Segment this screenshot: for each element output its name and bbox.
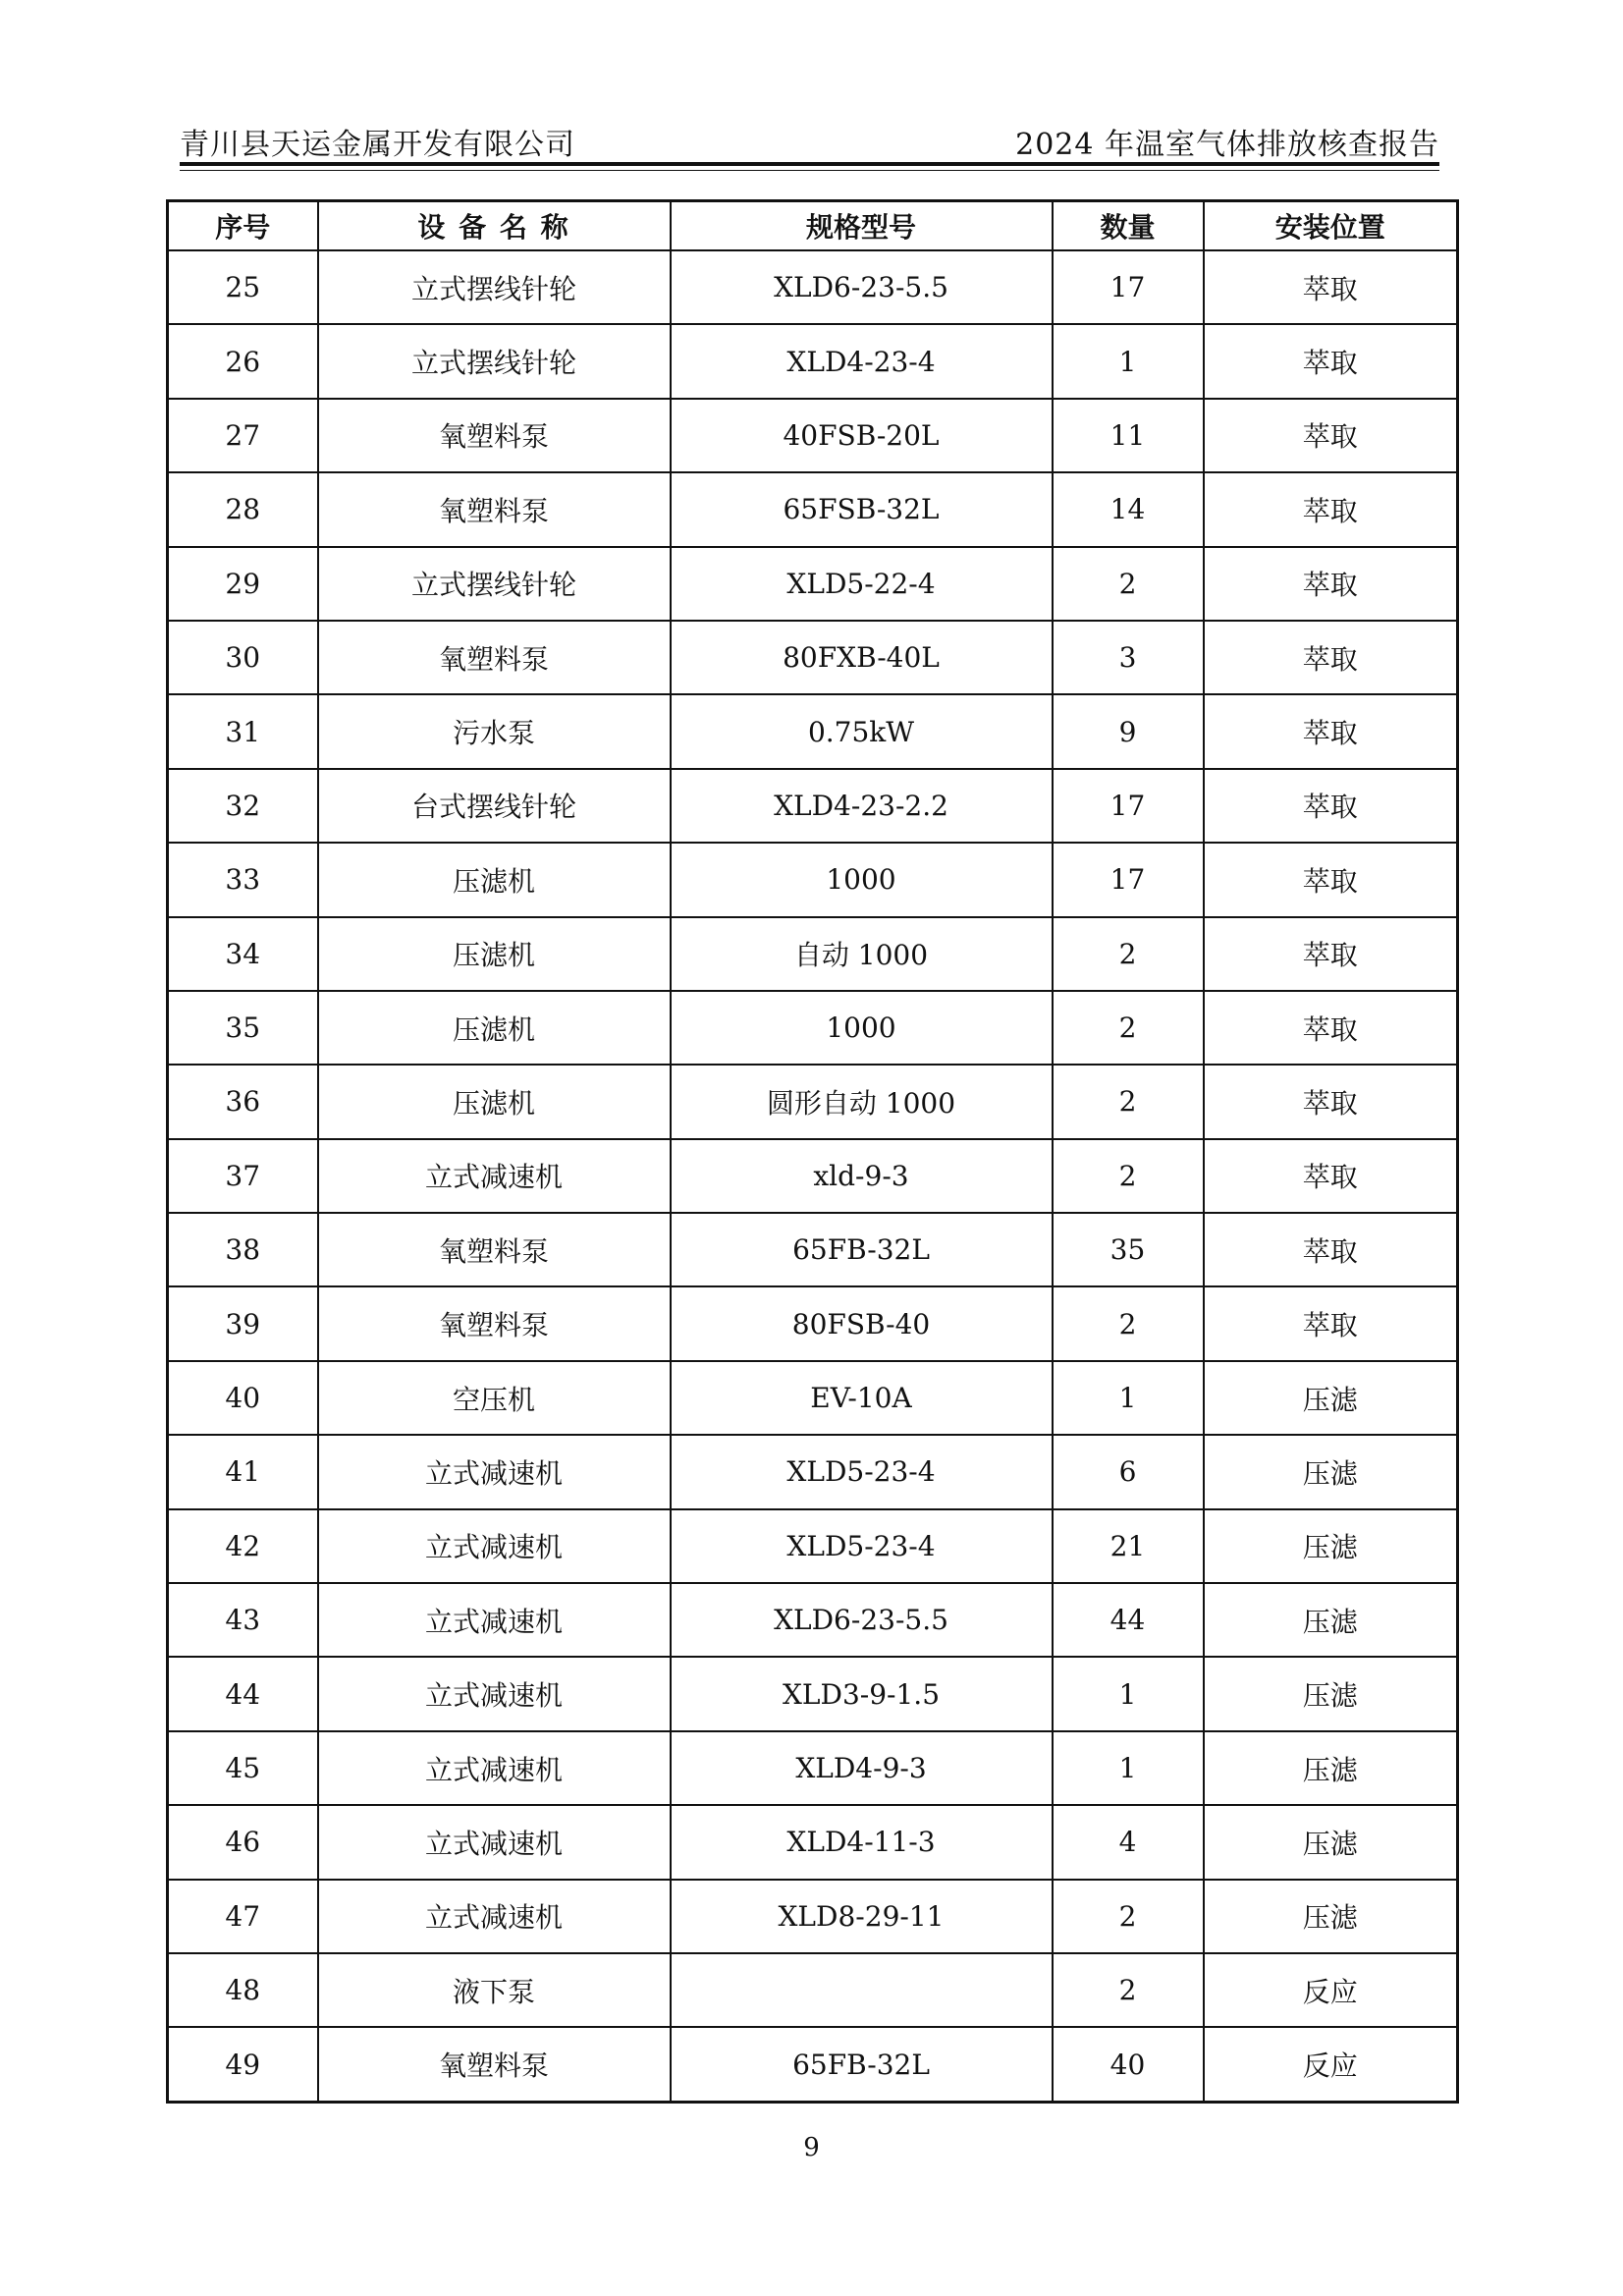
page-number: 9	[803, 2133, 820, 2162]
table-row	[168, 991, 1458, 1065]
cell-spec-model: XLD6-23-5.5	[671, 250, 1053, 324]
cell-equipment-name: 立式减速机	[318, 1657, 671, 1730]
table-row	[168, 694, 1458, 768]
header-rule-thick	[180, 162, 1439, 166]
cell-spec-model: XLD4-23-4	[671, 324, 1053, 398]
cell-quantity: 40	[1053, 2027, 1204, 2102]
cell-spec-model: XLD5-22-4	[671, 547, 1053, 621]
cell-quantity: 2	[1053, 547, 1204, 621]
cell-quantity: 2	[1053, 1139, 1204, 1213]
report-title: 2024 年温室气体排放核查报告	[1015, 128, 1439, 162]
cell-quantity: 17	[1053, 843, 1204, 916]
cell-location: 压滤	[1204, 1880, 1458, 1953]
col-header-equipment-name: 设 备 名 称	[318, 201, 671, 251]
cell-equipment-name: 污水泵	[318, 694, 671, 768]
table-header-row	[168, 201, 1458, 251]
cell-quantity: 2	[1053, 1953, 1204, 2027]
cell-index: 35	[168, 991, 318, 1065]
cell-index: 34	[168, 917, 318, 991]
cell-location: 压滤	[1204, 1509, 1458, 1583]
table-row	[168, 621, 1458, 694]
cell-equipment-name: 立式减速机	[318, 1805, 671, 1879]
cell-equipment-name: 立式摆线针轮	[318, 250, 671, 324]
cell-equipment-name: 立式减速机	[318, 1435, 671, 1508]
cell-spec-model: 40FSB-20L	[671, 399, 1053, 472]
table-row	[168, 917, 1458, 991]
cell-index: 40	[168, 1361, 318, 1435]
cell-location: 萃取	[1204, 991, 1458, 1065]
cell-equipment-name: 压滤机	[318, 917, 671, 991]
cell-location: 萃取	[1204, 621, 1458, 694]
cell-index: 43	[168, 1583, 318, 1657]
cell-spec-model: 圆形自动 1000	[671, 1065, 1053, 1138]
cell-equipment-name: 氧塑料泵	[318, 399, 671, 472]
cell-location: 反应	[1204, 2027, 1458, 2102]
table-row	[168, 1286, 1458, 1360]
cell-equipment-name: 立式减速机	[318, 1880, 671, 1953]
cell-quantity: 2	[1053, 991, 1204, 1065]
company-name: 青川县天运金属开发有限公司	[180, 128, 575, 162]
cell-equipment-name: 氧塑料泵	[318, 1213, 671, 1286]
cell-spec-model: 0.75kW	[671, 694, 1053, 768]
cell-index: 49	[168, 2027, 318, 2102]
cell-quantity: 44	[1053, 1583, 1204, 1657]
cell-spec-model: XLD5-23-4	[671, 1509, 1053, 1583]
cell-spec-model: 65FB-32L	[671, 2027, 1053, 2102]
table-row	[168, 769, 1458, 843]
cell-spec-model: 1000	[671, 843, 1053, 916]
cell-spec-model: XLD4-23-2.2	[671, 769, 1053, 843]
table-row	[168, 324, 1458, 398]
table-row	[168, 1805, 1458, 1879]
cell-spec-model: XLD4-9-3	[671, 1731, 1053, 1805]
cell-spec-model: XLD4-11-3	[671, 1805, 1053, 1879]
cell-spec-model: EV-10A	[671, 1361, 1053, 1435]
table-row	[168, 843, 1458, 916]
cell-quantity: 2	[1053, 1880, 1204, 1953]
table-row	[168, 1880, 1458, 1953]
cell-location: 压滤	[1204, 1435, 1458, 1508]
table-row	[168, 1213, 1458, 1286]
table-row	[168, 1435, 1458, 1508]
cell-index: 25	[168, 250, 318, 324]
cell-index: 48	[168, 1953, 318, 2027]
cell-index: 47	[168, 1880, 318, 1953]
cell-quantity: 9	[1053, 694, 1204, 768]
cell-location: 萃取	[1204, 1286, 1458, 1360]
cell-index: 39	[168, 1286, 318, 1360]
cell-location: 压滤	[1204, 1805, 1458, 1879]
cell-equipment-name: 氧塑料泵	[318, 472, 671, 546]
cell-quantity: 2	[1053, 1065, 1204, 1138]
table-row	[168, 399, 1458, 472]
cell-index: 30	[168, 621, 318, 694]
table-body	[168, 250, 1458, 2102]
cell-location: 萃取	[1204, 1139, 1458, 1213]
table-row	[168, 1657, 1458, 1730]
table-row	[168, 2027, 1458, 2102]
cell-spec-model: 80FXB-40L	[671, 621, 1053, 694]
equipment-table	[166, 199, 1459, 2104]
col-header-quantity: 数量	[1053, 201, 1204, 251]
cell-location: 压滤	[1204, 1657, 1458, 1730]
cell-quantity: 1	[1053, 1657, 1204, 1730]
cell-equipment-name: 台式摆线针轮	[318, 769, 671, 843]
cell-spec-model: xld-9-3	[671, 1139, 1053, 1213]
cell-spec-model: XLD6-23-5.5	[671, 1583, 1053, 1657]
cell-index: 36	[168, 1065, 318, 1138]
cell-quantity: 17	[1053, 250, 1204, 324]
cell-equipment-name: 压滤机	[318, 1065, 671, 1138]
cell-quantity: 2	[1053, 917, 1204, 991]
cell-equipment-name: 压滤机	[318, 991, 671, 1065]
cell-quantity: 1	[1053, 1361, 1204, 1435]
cell-index: 28	[168, 472, 318, 546]
cell-equipment-name: 氧塑料泵	[318, 2027, 671, 2102]
cell-location: 萃取	[1204, 547, 1458, 621]
cell-quantity: 3	[1053, 621, 1204, 694]
header-rule-thin	[180, 170, 1439, 171]
cell-index: 41	[168, 1435, 318, 1508]
cell-spec-model: XLD3-9-1.5	[671, 1657, 1053, 1730]
col-header-location: 安装位置	[1204, 201, 1458, 251]
col-header-index: 序号	[168, 201, 318, 251]
col-header-spec-model: 规格型号	[671, 201, 1053, 251]
cell-index: 27	[168, 399, 318, 472]
cell-index: 26	[168, 324, 318, 398]
page-header	[180, 116, 1439, 162]
cell-index: 46	[168, 1805, 318, 1879]
cell-index: 31	[168, 694, 318, 768]
cell-spec-model	[671, 1953, 1053, 2027]
cell-equipment-name: 空压机	[318, 1361, 671, 1435]
cell-equipment-name: 液下泵	[318, 1953, 671, 2027]
cell-index: 37	[168, 1139, 318, 1213]
table-row	[168, 1953, 1458, 2027]
table-row	[168, 1139, 1458, 1213]
cell-location: 萃取	[1204, 324, 1458, 398]
cell-equipment-name: 立式减速机	[318, 1139, 671, 1213]
cell-location: 萃取	[1204, 1065, 1458, 1138]
cell-location: 萃取	[1204, 250, 1458, 324]
cell-location: 萃取	[1204, 1213, 1458, 1286]
cell-spec-model: 1000	[671, 991, 1053, 1065]
cell-quantity: 35	[1053, 1213, 1204, 1286]
cell-quantity: 4	[1053, 1805, 1204, 1879]
cell-spec-model: 自动 1000	[671, 917, 1053, 991]
cell-index: 38	[168, 1213, 318, 1286]
cell-index: 29	[168, 547, 318, 621]
table-row	[168, 547, 1458, 621]
cell-quantity: 17	[1053, 769, 1204, 843]
cell-spec-model: XLD5-23-4	[671, 1435, 1053, 1508]
cell-location: 萃取	[1204, 694, 1458, 768]
cell-index: 45	[168, 1731, 318, 1805]
cell-location: 压滤	[1204, 1583, 1458, 1657]
cell-index: 33	[168, 843, 318, 916]
table-row	[168, 1731, 1458, 1805]
cell-quantity: 21	[1053, 1509, 1204, 1583]
cell-location: 萃取	[1204, 399, 1458, 472]
cell-location: 萃取	[1204, 472, 1458, 546]
table-row	[168, 472, 1458, 546]
table-row	[168, 1065, 1458, 1138]
cell-index: 42	[168, 1509, 318, 1583]
cell-quantity: 6	[1053, 1435, 1204, 1508]
cell-location: 压滤	[1204, 1361, 1458, 1435]
cell-index: 44	[168, 1657, 318, 1730]
cell-spec-model: 65FSB-32L	[671, 472, 1053, 546]
cell-quantity: 2	[1053, 1286, 1204, 1360]
cell-quantity: 11	[1053, 399, 1204, 472]
cell-equipment-name: 氧塑料泵	[318, 621, 671, 694]
cell-quantity: 1	[1053, 1731, 1204, 1805]
cell-location: 萃取	[1204, 917, 1458, 991]
table-row	[168, 250, 1458, 324]
cell-location: 萃取	[1204, 843, 1458, 916]
cell-equipment-name: 立式减速机	[318, 1509, 671, 1583]
table-row	[168, 1509, 1458, 1583]
cell-equipment-name: 氧塑料泵	[318, 1286, 671, 1360]
cell-equipment-name: 立式减速机	[318, 1731, 671, 1805]
cell-location: 反应	[1204, 1953, 1458, 2027]
cell-equipment-name: 立式减速机	[318, 1583, 671, 1657]
cell-equipment-name: 立式摆线针轮	[318, 324, 671, 398]
cell-location: 压滤	[1204, 1731, 1458, 1805]
cell-index: 32	[168, 769, 318, 843]
cell-equipment-name: 压滤机	[318, 843, 671, 916]
cell-spec-model: 80FSB-40	[671, 1286, 1053, 1360]
cell-spec-model: 65FB-32L	[671, 1213, 1053, 1286]
cell-location: 萃取	[1204, 769, 1458, 843]
cell-quantity: 1	[1053, 324, 1204, 398]
cell-spec-model: XLD8-29-11	[671, 1880, 1053, 1953]
cell-equipment-name: 立式摆线针轮	[318, 547, 671, 621]
table-row	[168, 1361, 1458, 1435]
table-row	[168, 1583, 1458, 1657]
cell-quantity: 14	[1053, 472, 1204, 546]
